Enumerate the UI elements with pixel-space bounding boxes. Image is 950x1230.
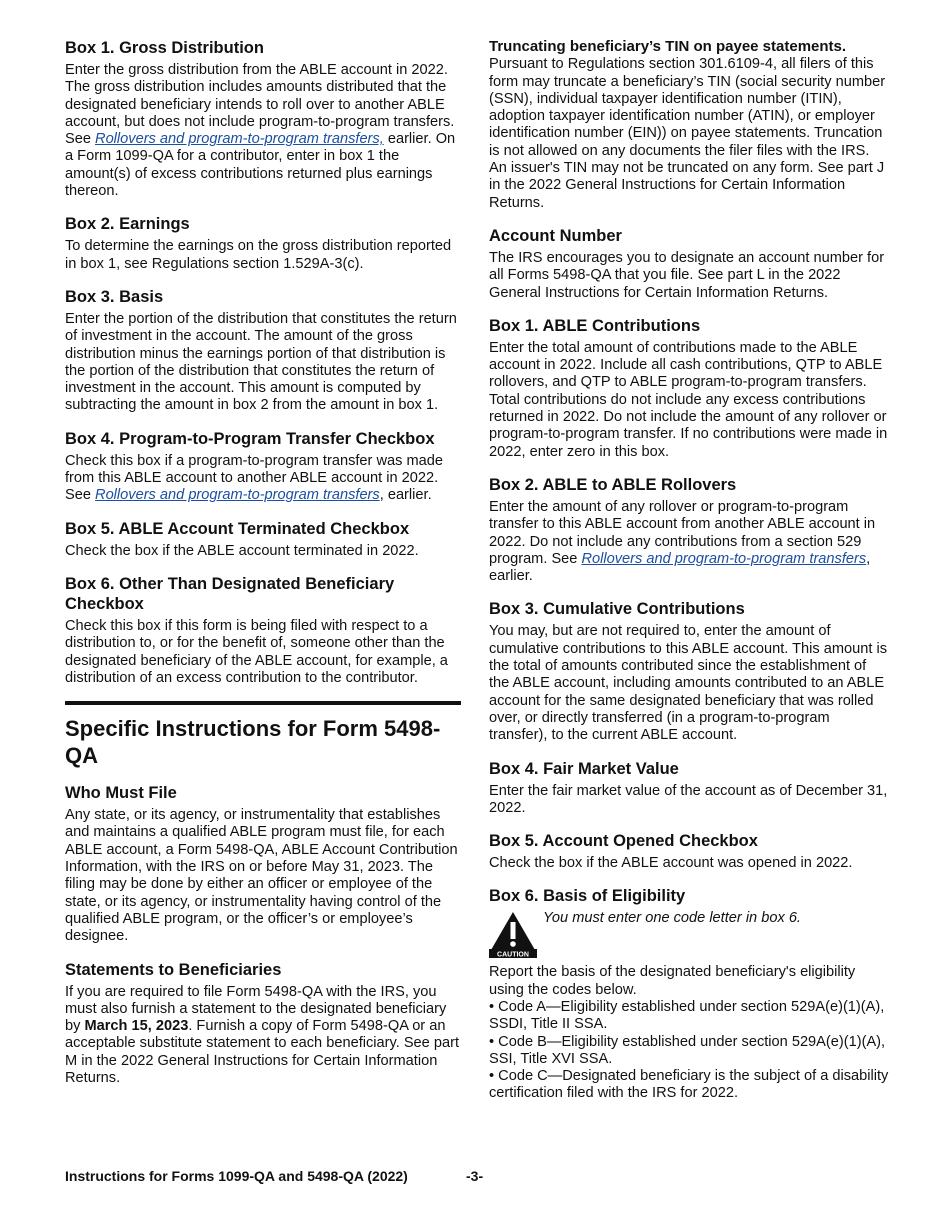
right-column bbox=[489, 38, 889, 1103]
section-heading: Box 3. Basis bbox=[65, 287, 164, 306]
rollovers-link[interactable]: Rollovers and program-to-program transfers bbox=[95, 487, 380, 504]
run-in-heading: Truncating beneficiary’s TIN on payee statements. bbox=[489, 38, 847, 55]
deadline-date: March 15, 2023 bbox=[84, 1018, 189, 1035]
paragraph: Any state, or its agency, or instrumentality that establishes and maintains a qualified ABLE program must file, for each ABLE account, a Form 5498-QA, ABLE Account Contribution Information, with the IRS on or before May 31, 2023. The filing may be done by either an officer or employee of the state, or its agency, or instrumentality having control of the qualified ABLE program, or the officer’s or employee’s designee. bbox=[65, 807, 458, 945]
paragraph: Truncating beneficiary’s TIN on payee statements. Pursuant to Regulations section 301.6109-4, all filers of this form may truncate a beneficiary’s TIN (social security number (SSN), individual taxpayer identification number (ITIN), adoption taxpayer identification number (ATIN), or employer identification number (EIN)) on payee statements. Truncation is not allowed on any documents the filer files with the IRS. An issuer's TIN may not be truncated on any form. See part J in the 2022 General Instructions for Certain Information Returns. bbox=[489, 38, 886, 211]
section-heading: Box 6. Basis of Eligibility bbox=[489, 887, 686, 906]
paragraph: You may, but are not required to, enter the amount of cumulative contributions to this ABLE account. This amount is the total of amounts contributed since the establishment of the ABLE account, including amounts contributed to an ABLE account for the same designated beneficiary that was rolled over, or directly transferred (in a program-to-program transfer), to the current ABLE account. bbox=[489, 623, 888, 744]
list-item: • Code B—Eligibility established under section 529A(e)(1)(A), SSI, Title XVI SSA. bbox=[489, 1033, 886, 1067]
section-heading: Box 2. Earnings bbox=[65, 215, 190, 234]
paragraph: If you are required to file Form 5498-QA with the IRS, you must also furnish a statement to the designated beneficiary by March 15, 2023. Furnish a copy of Form 5498-QA or an acceptable substitute statement to each beneficiary. See part M in the 2022 General Instructions for Certain Information Returns. bbox=[65, 983, 459, 1086]
caution-text: You must enter one code letter in box 6. bbox=[543, 910, 801, 927]
paragraph: To determine the earnings on the gross distribution reported in box 1, see Regulations section 1.529A-3(c). bbox=[65, 238, 452, 272]
paragraph: Check this box if a program-to-program transfer was made from this ABLE account to another ABLE account in 2022. See Rollovers and program-to-program transfers, earlier. bbox=[65, 452, 443, 504]
caution-icon bbox=[489, 910, 537, 958]
list-item: • Code C—Designated beneficiary is the subject of a disability certification filed with the IRS for 2022. bbox=[489, 1068, 889, 1102]
section-heading: Box 5. Account Opened Checkbox bbox=[489, 832, 758, 851]
section-divider bbox=[65, 701, 461, 705]
section-heading: Box 2. ABLE to ABLE Rollovers bbox=[489, 475, 737, 494]
section-heading: Box 1. ABLE Contributions bbox=[489, 316, 701, 335]
section-heading: Statements to Beneficiaries bbox=[65, 960, 282, 979]
rollovers-link[interactable]: Rollovers and program-to-program transfers bbox=[581, 550, 867, 567]
paragraph: Enter the fair market value of the account as of December 31, 2022. bbox=[489, 782, 888, 816]
paragraph: Enter the amount of any rollover or program-to-program transfer to this ABLE account from another ABLE account in 2022. Do not include any contributions from a section 529 program. See Rollovers and program-to-program transfers, earlier. bbox=[489, 498, 876, 585]
section-heading: Box 4. Program-to-Program Transfer Checkbox bbox=[65, 429, 435, 448]
paragraph: Enter the gross distribution from the ABLE account in 2022. The gross distribution includes amounts distributed that the designated beneficiary intends to roll over to another ABLE account, but does not include program-to-program transfers. See Rollovers and program-to-program transfers, earlier. On a Form 1099-QA for a contributor, enter in box 1 the amount(s) of excess contributions returned plus earnings thereon. bbox=[65, 62, 456, 200]
section-title: Specific Instructions for Form 5498-QA bbox=[65, 716, 441, 769]
section-heading: Box 3. Cumulative Contributions bbox=[489, 600, 745, 619]
left-column bbox=[65, 38, 461, 1101]
paragraph: Check the box if the ABLE account terminated in 2022. bbox=[65, 542, 419, 559]
caution-label: CAUTION bbox=[497, 951, 529, 959]
caution-note bbox=[489, 910, 889, 958]
paragraph: Check the box if the ABLE account was opened in 2022. bbox=[489, 855, 853, 872]
page-number: -3- bbox=[466, 1168, 484, 1184]
section-heading: Account Number bbox=[489, 226, 622, 245]
section-heading: Who Must File bbox=[65, 784, 177, 803]
paragraph: The IRS encourages you to designate an account number for all Forms 5498-QA that you file. See part L in the 2022 General Instructions for Certain Information Returns. bbox=[489, 249, 885, 301]
paragraph: Check this box if this form is being filed with respect to a distribution to, or for the benefit of, someone other than the designated beneficiary of the ABLE account, for example, a distribution of an excess contribution to the contributor. bbox=[65, 617, 448, 686]
paragraph: Report the basis of the designated beneficiary's eligibility using the codes below. bbox=[489, 964, 856, 998]
paragraph: Enter the total amount of contributions made to the ABLE account in 2022. Include all cash contributions, QTP to ABLE rollovers, and QTP to ABLE program-to-program transfers. Total contributions do not include any excess contributions returned in 2022. Do not include the amount of any rollover or program-to-program transfer. If no contributions were made in 2022, enter zero in this box. bbox=[489, 339, 888, 460]
rollovers-link[interactable]: Rollovers and program-to-program transfers, bbox=[95, 131, 384, 148]
section-heading: Box 6. Other Than Designated Beneficiary Checkbox bbox=[65, 574, 395, 613]
footer-title: Instructions for Forms 1099-QA and 5498-QA (2022) bbox=[65, 1168, 408, 1184]
section-heading: Box 5. ABLE Account Terminated Checkbox bbox=[65, 519, 410, 538]
list-item: • Code A—Eligibility established under section 529A(e)(1)(A), SSDI, Title II SSA. bbox=[489, 998, 885, 1033]
section-heading: Box 4. Fair Market Value bbox=[489, 759, 679, 778]
section-heading: Box 1. Gross Distribution bbox=[65, 39, 264, 57]
paragraph: Enter the portion of the distribution that constitutes the return of investment in the account. The amount of the gross distribution minus the earnings portion of that distribution is the portion of the distribution that constitutes the return of investment in the account. This amount is computed by subtracting the amount in box 2 from the amount in box 1. bbox=[65, 310, 457, 414]
